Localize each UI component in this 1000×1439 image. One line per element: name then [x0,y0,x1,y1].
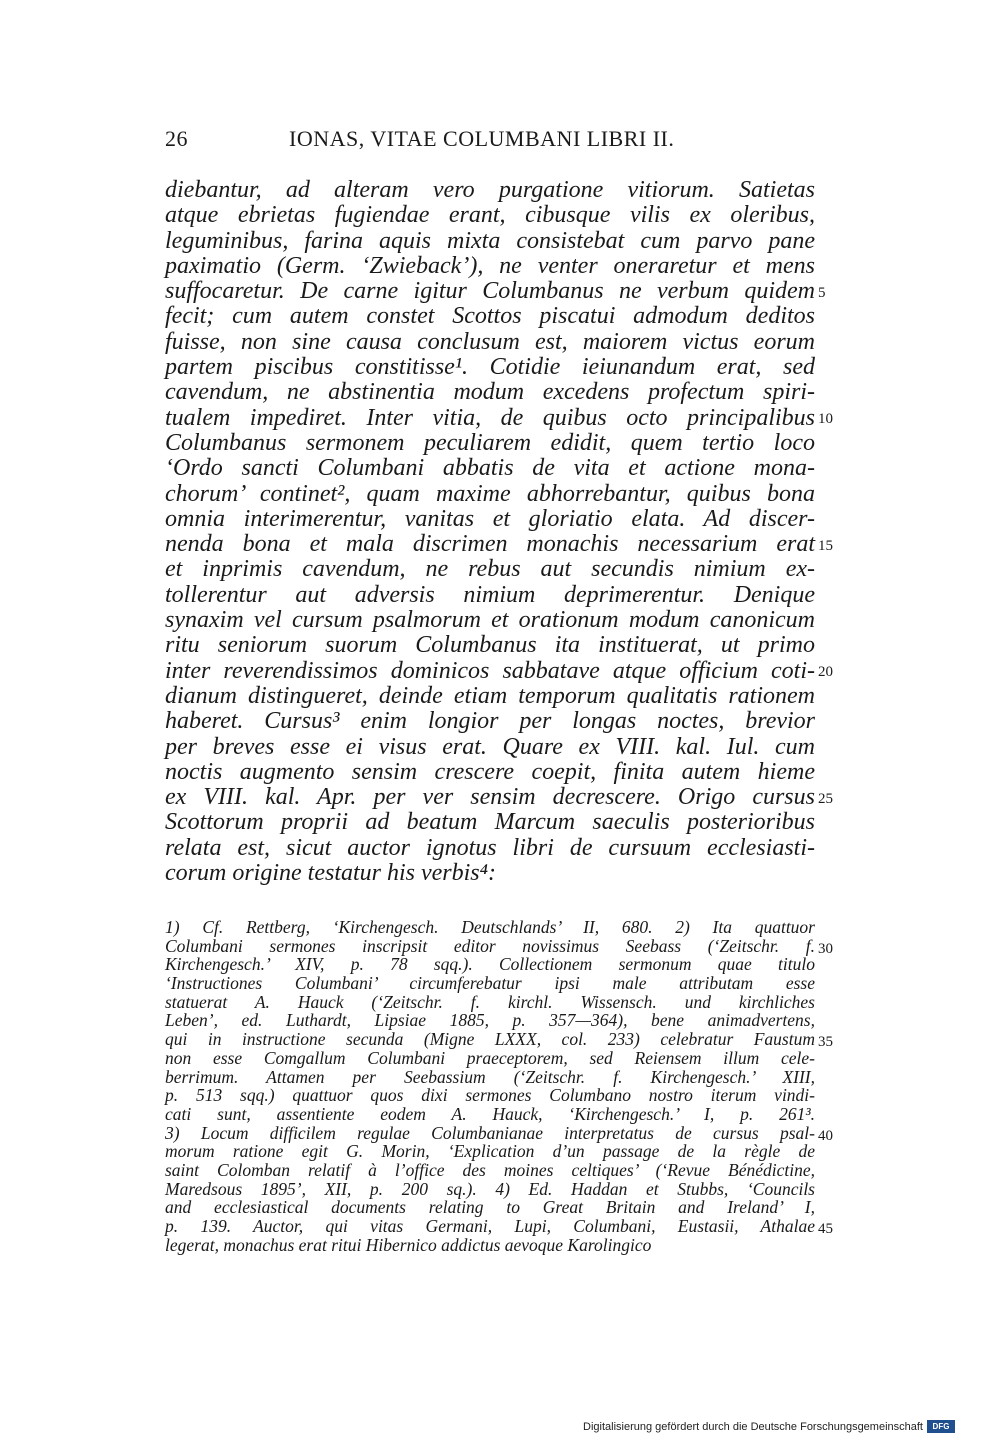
footnote-line: legerat, monachus erat ritui Hibernico addictus aevoque Karolingico [165,1234,652,1255]
text-line: chorum’ continet², quam maxime abhorrebantur, quibus bona [165,480,815,507]
footnote-line: qui in instructione secunda (Migne LXXX, col. 233) celebratur Faustum [165,1029,815,1050]
line-number: 5 [818,284,826,301]
text-line: fecit; cum autem constet Scottos piscatui admodum deditos [165,303,815,330]
footnote-line: berrimum. Attamen per Seebassium (‘Zeitschr. f. Kirchengesch.’ XIII, [165,1066,815,1087]
text-line: partem piscibus constitisse¹. Cotidie ieiunandum erat, sed [165,354,815,381]
text-line: et inprimis cavendum, ne rebus aut secundis nimium ex- [165,556,815,583]
line-number: 30 [818,940,833,957]
text-line: per breves esse ei visus erat. Quare ex VIII. kal. Iul. cum [165,733,815,760]
line-number: 45 [818,1221,833,1238]
footnotes [165,918,815,1254]
footnote-line: and ecclesiastical documents relating to Great Britain and Ireland’ I, [165,1197,815,1218]
text-line: ‘Ordo sancti Columbani abbatis de vita et actione mona- [165,455,815,482]
footnote-line: non esse Comgallum Columbani praeceptorem, sed Reiensem illum cele- [165,1047,815,1068]
footnote-line: ‘Instructiones Columbani’ circumferebatur ipsi male attributam esse [165,973,815,994]
line-number: 35 [818,1034,833,1051]
line-number: 40 [818,1127,833,1144]
text-line: dianum distingueret, deinde etiam temporum qualitatis rationem [165,682,815,709]
text-line: haberet. Cursus³ enim longior per longas noctes, brevior [165,708,815,735]
footnote-line: p. 139. Auctor, qui vitas Germani, Lupi, Columbani, Eustasii, Athalae [165,1216,815,1236]
footnote-line: Maredsous 1895’, XII, p. 200 sq.). 4) Ed. Haddan et Stubbs, ‘Councils [165,1178,815,1199]
page-number: 26 [165,126,188,151]
text-line: ritu seniorum suorum Columbanus ita instituerat, ut primo [165,632,815,659]
text-line: noctis augmento sensim crescere coepit, finita autem hieme [165,758,815,785]
text-line: ex VIII. kal. Apr. per ver sensim decrescere. Origo cursus [165,784,815,811]
line-number: 15 [818,537,833,554]
text-line: relata est, sicut auctor ignotus libri de cursuum ecclesiasti- [165,834,815,861]
footnote-line: saint Colomban relatif à l’office des moines celtiques’ (‘Revue Bénédictine, [165,1159,815,1180]
footnote-line: 1) Cf. Rettberg, ‘Kirchengesch. Deutschlands’ II, 680. 2) Ita quattuor [165,917,815,937]
digitization-credit [583,1420,955,1433]
footnote-line: Columbani sermones inscripsit editor novissimus Seebass (‘Zeitschr. f. [165,935,815,956]
running-title: IONAS, VITAE COLUMBANI LIBRI II. [289,126,675,151]
footnote-line: p. 513 sqq.) quattuor quos dixi sermones Columbano nostro iterum vindi- [165,1085,815,1106]
page-header [165,126,815,158]
text-line: atque ebrietas fugiendae erant, cibusque vilis ex oleribus, [165,202,815,229]
text-line: suffocaretur. De carne igitur Columbanus ne verbum quidem [165,278,815,305]
text-line: nenda bona et mala discrimen monachis necessarium erat [165,531,815,558]
text-line: tollerentur aut adversis nimium deprimerentur. Denique [165,581,815,608]
text-line: tualem impediret. Inter vitia, de quibus octo principalibus [165,404,815,431]
text-line: synaxim vel cursum psalmorum et orationum modum canonicum [165,607,815,634]
footnote-line: statuerat A. Hauck (‘Zeitschr. f. kirchl. Wissensch. und kirchliches [165,991,815,1012]
footnote-line: cati sunt, assentiente eodem A. Hauck, ‘Kirchengesch.’ I, p. 261³. [165,1103,815,1124]
text-line: inter reverendissimos dominicos sabbatave atque officium coti- [165,657,815,684]
text-line: cavendum, ne abstinentia modum excedens profectum spiri- [165,379,815,406]
line-number: 25 [818,790,833,807]
dfg-logo: DFG [927,1420,955,1433]
text-line: omnia interimerentur, vanitas et gloriatio elata. Ad discer- [165,505,815,532]
footnote-line: Leben’, ed. Luthardt, Lipsiae 1885, p. 357—364), bene animadvertens, [165,1010,815,1031]
text-line: fuisse, non sine causa conclusum est, maiorem victus eorum [165,328,815,355]
text-line: Columbanus sermonem peculiarem edidit, quem tertio loco [165,429,815,456]
footnote-line: Kirchengesch.’ XIV, p. 78 sqq.). Collectionem sermonum quae titulo [165,954,815,975]
credit-text: Digitalisierung gefördert durch die Deutsche Forschungsgemeinschaft [583,1420,923,1433]
line-number: 10 [818,411,833,428]
main-text [165,178,815,886]
footnote-line: morum ratione egit G. Morin, ‘Explication d’un passage de la règle de [165,1141,815,1162]
text-line: diebantur, ad alteram vero purgatione vitiorum. Satietas [165,177,815,203]
text-line: leguminibus, farina aquis mixta consistebat cum parvo pane [165,227,815,254]
text-line: Scottorum proprii ad beatum Marcum saeculis posterioribus [165,809,815,836]
line-number: 20 [818,664,833,681]
footnote-line: 3) Locum difficilem regulae Columbanianae interpretatus de cursus psal- [165,1122,815,1143]
text-line: paximatio (Germ. ‘Zwieback’), ne venter oneraretur et mens [165,252,815,279]
text-line: corum origine testatur his verbis⁴: [165,860,496,887]
